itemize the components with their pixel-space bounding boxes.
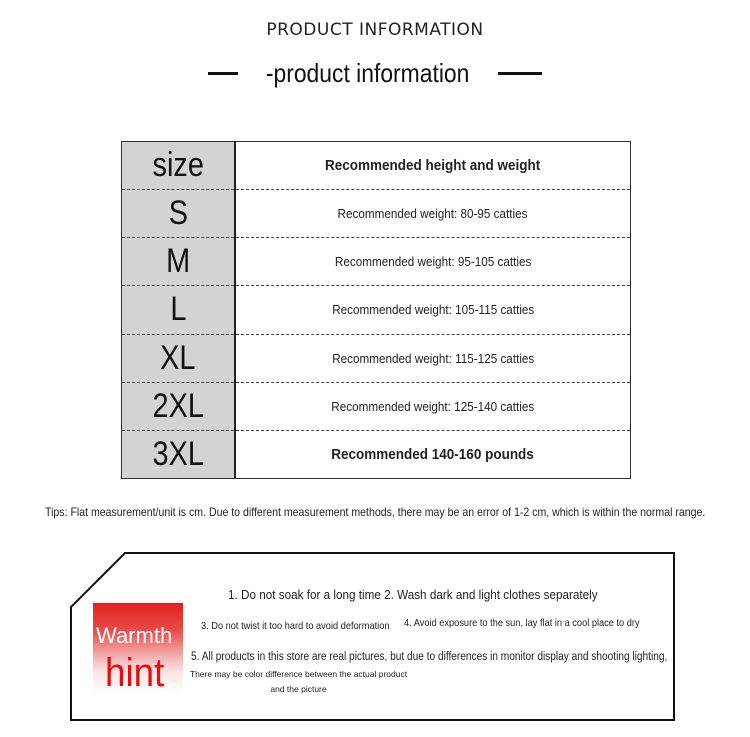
subtitle-text: -product information [266,58,470,88]
size-cell: L [122,286,236,334]
recommendation-cell: Recommended weight: 125-140 catties [235,382,631,430]
warmth-hint-logo [93,603,183,695]
table-row [122,334,631,382]
left-dash-divider [208,72,238,75]
recommendation-column-header: Recommended height and weight [235,142,631,190]
page-title: PRODUCT INFORMATION [266,20,484,40]
recommendation-cell: Recommended 140-160 pounds [331,445,535,463]
recommendation-cell: Recommended weight: 95-105 catties [235,238,631,286]
size-column-header: size [122,142,236,190]
size-cell: 2XL [122,382,236,430]
care-instruction-2: 3. Do not twist it too hard to avoid deformation [201,620,390,632]
recommendation-cell: Recommended weight: 80-95 catties [235,190,631,238]
recommendation-cell: Recommended weight: 115-125 catties [235,334,631,382]
right-dash-divider [498,72,542,75]
size-cell: XL [122,334,236,382]
care-instruction-3: 4. Avoid exposure to the sun, lay flat in a cool place to dry [404,617,640,629]
table-row [122,190,631,238]
care-instruction-1: 1. Do not soak for a long time 2. Wash dark and light clothes separately [228,587,598,602]
size-chart-table [121,141,631,479]
table-row [122,286,631,334]
recommendation-cell: Recommended weight: 105-115 catties [235,286,631,334]
table-header-row [122,142,631,190]
logo-bottom-text: hint [105,651,165,695]
table-row [122,430,631,478]
table-row [122,238,631,286]
table-row [122,382,631,430]
size-cell: M [122,238,236,286]
logo-top-text: Warmth [96,623,173,648]
measurement-tips: Tips: Flat measurement/unit is cm. Due to different measurement methods, there may be an error of 1-2 cm, which is within the normal range. [45,505,706,519]
care-instruction-5: There may be color difference between the actual product and the picture [189,669,408,694]
size-cell: S [122,190,236,238]
size-cell: 3XL [122,430,236,478]
care-instruction-4: 5. All products in this store are real pictures, but due to differences in monitor display and shooting lighting, [191,651,668,663]
page-subtitle [0,58,750,89]
